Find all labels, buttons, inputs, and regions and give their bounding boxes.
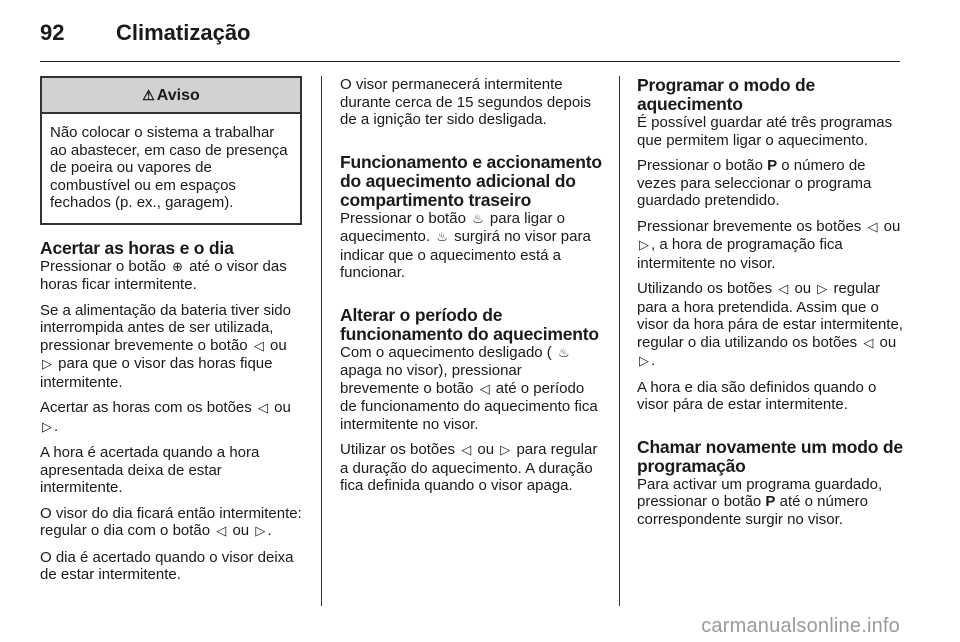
right-arrow-icon: ▷ bbox=[500, 443, 511, 458]
warning-text: Não colocar o sistema a trabalhar ao abastecer, em caso de presença de poeira ou vapores de combustível ou em espaços fechados (p. ex., garagem). bbox=[50, 124, 288, 211]
paragraph: Pressionar o botão ⊕ até o visor das horas ficar intermitente. bbox=[40, 257, 287, 293]
column-2 bbox=[340, 76, 602, 503]
clock-icon: ⊕ bbox=[172, 259, 183, 275]
paragraph: O dia é acertado quando o visor deixa de estar intermitente. bbox=[40, 548, 294, 583]
left-arrow-icon: ◁ bbox=[253, 338, 264, 354]
paragraph: O visor do dia ficará então intermitente: regular o dia com o botão ◁ ou ▷ . bbox=[40, 504, 302, 539]
warning-title: Aviso bbox=[156, 87, 200, 104]
section-heading-recall-program: Chamar novamente um modo de programação bbox=[637, 436, 903, 476]
left-arrow-icon: ◁ bbox=[461, 443, 472, 458]
section-heading-program-mode: Programar o modo de aquecimento bbox=[637, 75, 816, 114]
warning-box bbox=[40, 76, 302, 225]
column-1 bbox=[40, 76, 302, 592]
paragraph: Utilizar os botões ◁ ou ▷ para regular a duração do aquecimento. A duração fica definida quando o visor apaga. bbox=[340, 441, 598, 494]
paragraph: Se a alimentação da bateria tiver sido interrompida antes de ser utilizada, pressionar brevemente o botão ◁ ou ▷ para que o visor das horas fique intermitente. bbox=[40, 301, 291, 391]
left-arrow-icon: ◁ bbox=[778, 282, 789, 297]
p-button-icon: P bbox=[765, 493, 776, 510]
page-header bbox=[40, 20, 900, 60]
section-heading-rear-heater: Funcionamento e accionamento do aquecimento adicional do compartimento traseiro bbox=[340, 151, 602, 210]
watermark: carmanualsonline.info bbox=[701, 615, 900, 637]
right-arrow-icon: ▷ bbox=[817, 282, 828, 297]
p-button-icon: P bbox=[767, 157, 778, 174]
section-heading-heating-period: Alterar o período de funcionamento do aquecimento bbox=[340, 304, 599, 344]
left-arrow-icon: ◁ bbox=[863, 335, 874, 351]
paragraph: A hora é acertada quando a hora apresentada deixa de estar intermitente. bbox=[40, 444, 260, 496]
paragraph: A hora e dia são definidos quando o visor pára de estar intermitente. bbox=[637, 378, 877, 413]
section-heading-set-time: Acertar as horas e o dia bbox=[40, 237, 234, 258]
header-rule bbox=[40, 61, 900, 62]
warning-icon: ⚠ bbox=[142, 87, 155, 103]
paragraph: Pressionar o botão P o número de vezes para seleccionar o programa guardado pretendido. bbox=[637, 157, 872, 209]
left-arrow-icon: ◁ bbox=[216, 524, 227, 539]
paragraph: É possível guardar até três programas que permitem ligar o aquecimento. bbox=[637, 114, 893, 149]
left-arrow-icon: ◁ bbox=[867, 219, 878, 235]
paragraph: Pressionar brevemente os botões ◁ ou ▷ , a hora de programação fica intermitente no visor. bbox=[637, 217, 901, 272]
paragraph: Com o aquecimento desligado ( ♨ apaga no visor), pressionar brevemente o botão ◁ até o período de funcionamento do aquecimento fica intermitente no visor. bbox=[340, 343, 598, 433]
page-number: 92 bbox=[40, 20, 65, 45]
paragraph: Utilizando os botões ◁ ou ▷ regular para a hora pretendida. Assim que o visor da hora pára de estar intermitente, regular o dia utilizando os botões ◁ ou ▷ . bbox=[637, 280, 903, 369]
left-arrow-icon: ◁ bbox=[257, 401, 268, 416]
column-3 bbox=[637, 76, 905, 536]
right-arrow-icon: ▷ bbox=[42, 419, 52, 435]
paragraph: Para activar um programa guardado, pressionar o botão P até o número correspondente surgir no visor. bbox=[637, 475, 883, 528]
heater-icon: ♨ bbox=[472, 211, 484, 227]
right-arrow-icon: ▷ bbox=[255, 524, 266, 539]
warning-header bbox=[42, 78, 300, 114]
paragraph: Acertar as horas com os botões ◁ ou ▷ . bbox=[40, 399, 291, 435]
right-arrow-icon: ▷ bbox=[639, 238, 649, 253]
left-arrow-icon: ◁ bbox=[479, 381, 490, 397]
heater-icon: ♨ bbox=[436, 230, 448, 245]
column-divider-1 bbox=[321, 76, 322, 606]
page-title: Climatização bbox=[116, 20, 251, 45]
column-divider-2 bbox=[619, 76, 620, 606]
heater-icon: ♨ bbox=[557, 345, 570, 361]
right-arrow-icon: ▷ bbox=[639, 354, 649, 369]
right-arrow-icon: ▷ bbox=[42, 357, 52, 372]
paragraph: O visor permanecerá intermitente durante cerca de 15 segundos depois de a ignição ter sido desligada. bbox=[340, 76, 592, 128]
paragraph: Pressionar o botão ♨ para ligar o aquecimento. ♨ surgirá no visor para indicar que o aquecimento está a funcionar. bbox=[340, 209, 591, 281]
